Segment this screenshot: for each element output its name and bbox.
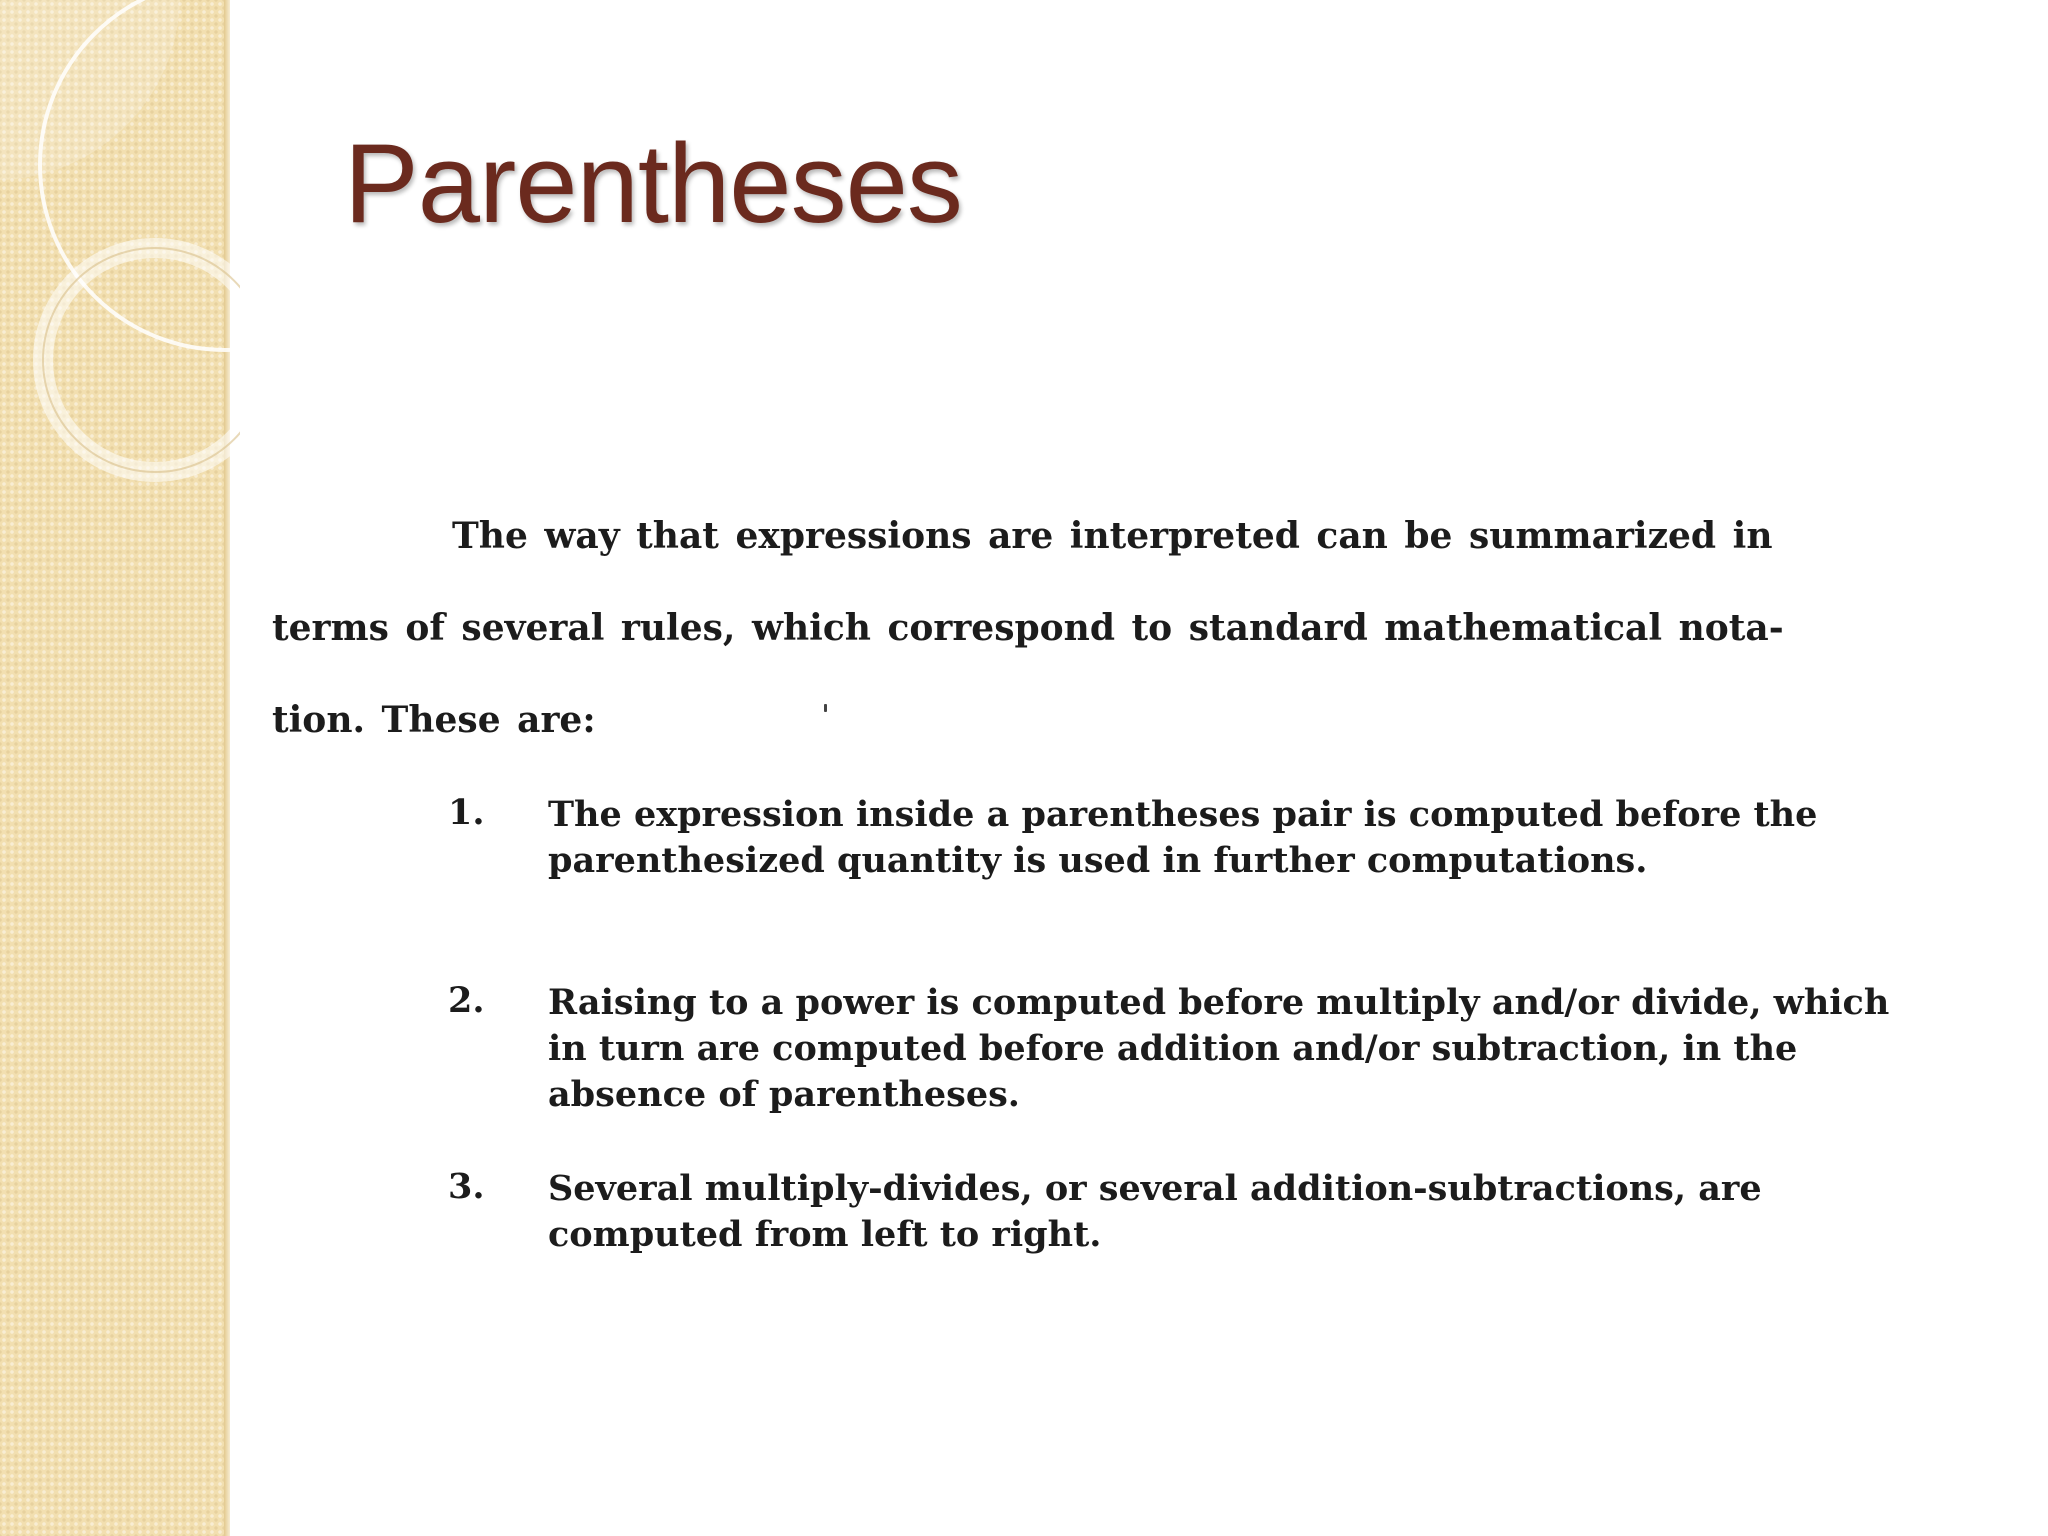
intro-line-2: terms of several rules, which correspond to standard mathematical nota- bbox=[272, 607, 1784, 649]
scan-speck bbox=[824, 704, 827, 712]
intro-line-3: tion. These are: bbox=[272, 699, 596, 741]
slide-title: Parentheses bbox=[344, 121, 962, 246]
rule-number: 3. bbox=[448, 1166, 485, 1207]
rule-text: Raising to a power is computed before multiply and/or divide, which in turn are computed before addition and/or subtraction, in the absence of parentheses. bbox=[548, 982, 1890, 1115]
rule-text: The expression inside a parentheses pair is computed before the parenthesized quantity is used in further computations. bbox=[548, 794, 1818, 881]
rule-number: 2. bbox=[448, 980, 485, 1021]
rule-number: 1. bbox=[448, 792, 485, 833]
rule-text: Several multiply-divides, or several addition-subtractions, are computed from left to right. bbox=[548, 1168, 1762, 1255]
intro-line-1: The way that expressions are interpreted can be summarized in bbox=[452, 515, 1773, 557]
scanned-document bbox=[262, 500, 2002, 1280]
decorative-rings bbox=[0, 0, 240, 520]
